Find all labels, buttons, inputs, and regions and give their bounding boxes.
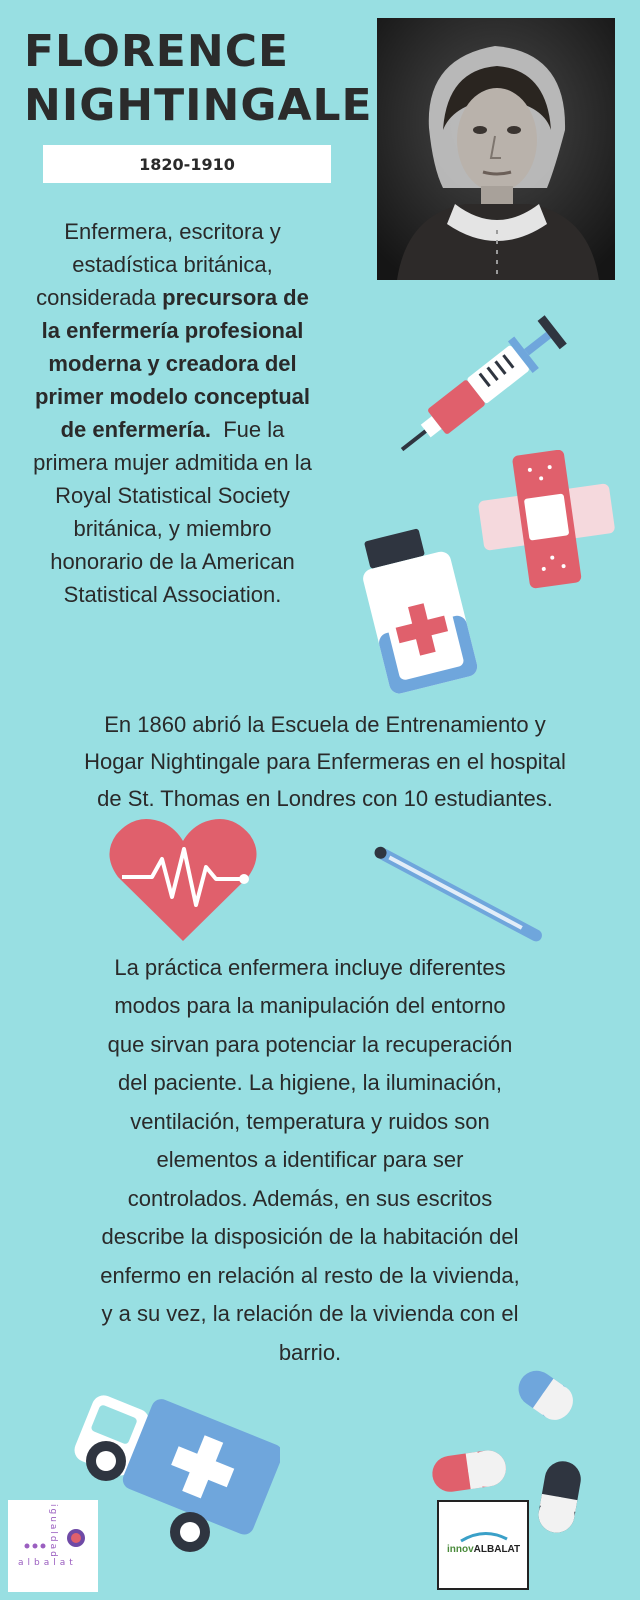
- bio-line: moderna y creadora del: [48, 351, 297, 376]
- thermometer-icon: [360, 840, 560, 950]
- practice-line: modos para la manipulación del entorno: [114, 993, 506, 1018]
- igualdad-logo-text: igualdad: [48, 1504, 58, 1559]
- bio-line: primer modelo conceptual: [34, 384, 311, 409]
- bio-line: Enfermera, escritora y: [64, 219, 281, 244]
- bio-line: considerada precursora de: [36, 285, 309, 310]
- practice-line: del paciente. La higiene, la iluminación,: [117, 1070, 503, 1095]
- innov-logo-text: innovALBALAT: [447, 1544, 521, 1555]
- bio-line: honorario de la American: [50, 549, 295, 574]
- bio-line: de enfermería. Fue la: [60, 417, 285, 442]
- title-last-name: NIGHTINGALE: [24, 80, 373, 131]
- bio-line: primera mujer admitida en la: [33, 450, 312, 475]
- dates-label: 1820-1910: [43, 145, 331, 183]
- bio-line: la enfermería profesional: [41, 318, 304, 343]
- school-line: Hogar Nightingale para Enfermeras en el hospital: [84, 749, 566, 774]
- bandage-icon: [475, 450, 620, 590]
- bio-line: británica, y miembro: [73, 516, 272, 541]
- practice-line: ventilación, temperatura y ruidos son: [130, 1109, 490, 1134]
- innovalbalat-logo: [437, 1500, 529, 1590]
- practice-line: describe la disposición de la habitación del: [101, 1224, 519, 1249]
- practice-line: barrio.: [278, 1340, 342, 1365]
- practice-line: que sirvan para potenciar la recuperación: [107, 1032, 513, 1057]
- medicine-bottle-icon: [350, 525, 485, 695]
- practice-line: controlados. Además, en sus escritos: [127, 1186, 493, 1211]
- bio-line: Statistical Association.: [63, 582, 282, 607]
- portrait-photo: [377, 18, 615, 280]
- bio-line: estadística británica,: [72, 252, 273, 277]
- logo-dots-icon: [24, 1536, 48, 1542]
- bio-line: Royal Statistical Society: [55, 483, 290, 508]
- logo-globe-icon: [66, 1528, 86, 1553]
- practice-line: y a su vez, la relación de la vivienda con el: [101, 1301, 519, 1326]
- title-first-name: FLORENCE: [24, 26, 290, 77]
- school-line: En 1860 abrió la Escuela de Entrenamiento y: [104, 712, 546, 737]
- albalat-logo-text: albalat: [18, 1558, 77, 1568]
- practice-line: enfermo en relación al resto de la vivienda,: [100, 1263, 520, 1288]
- practice-line: La práctica enfermera incluye diferentes: [114, 955, 506, 980]
- practice-line: elementos a identificar para ser: [156, 1147, 464, 1172]
- school-line: de St. Thomas en Londres con 10 estudiantes.: [97, 786, 553, 811]
- heartbeat-heart-icon: [108, 815, 258, 945]
- igualdad-albalat-logo: [8, 1500, 98, 1592]
